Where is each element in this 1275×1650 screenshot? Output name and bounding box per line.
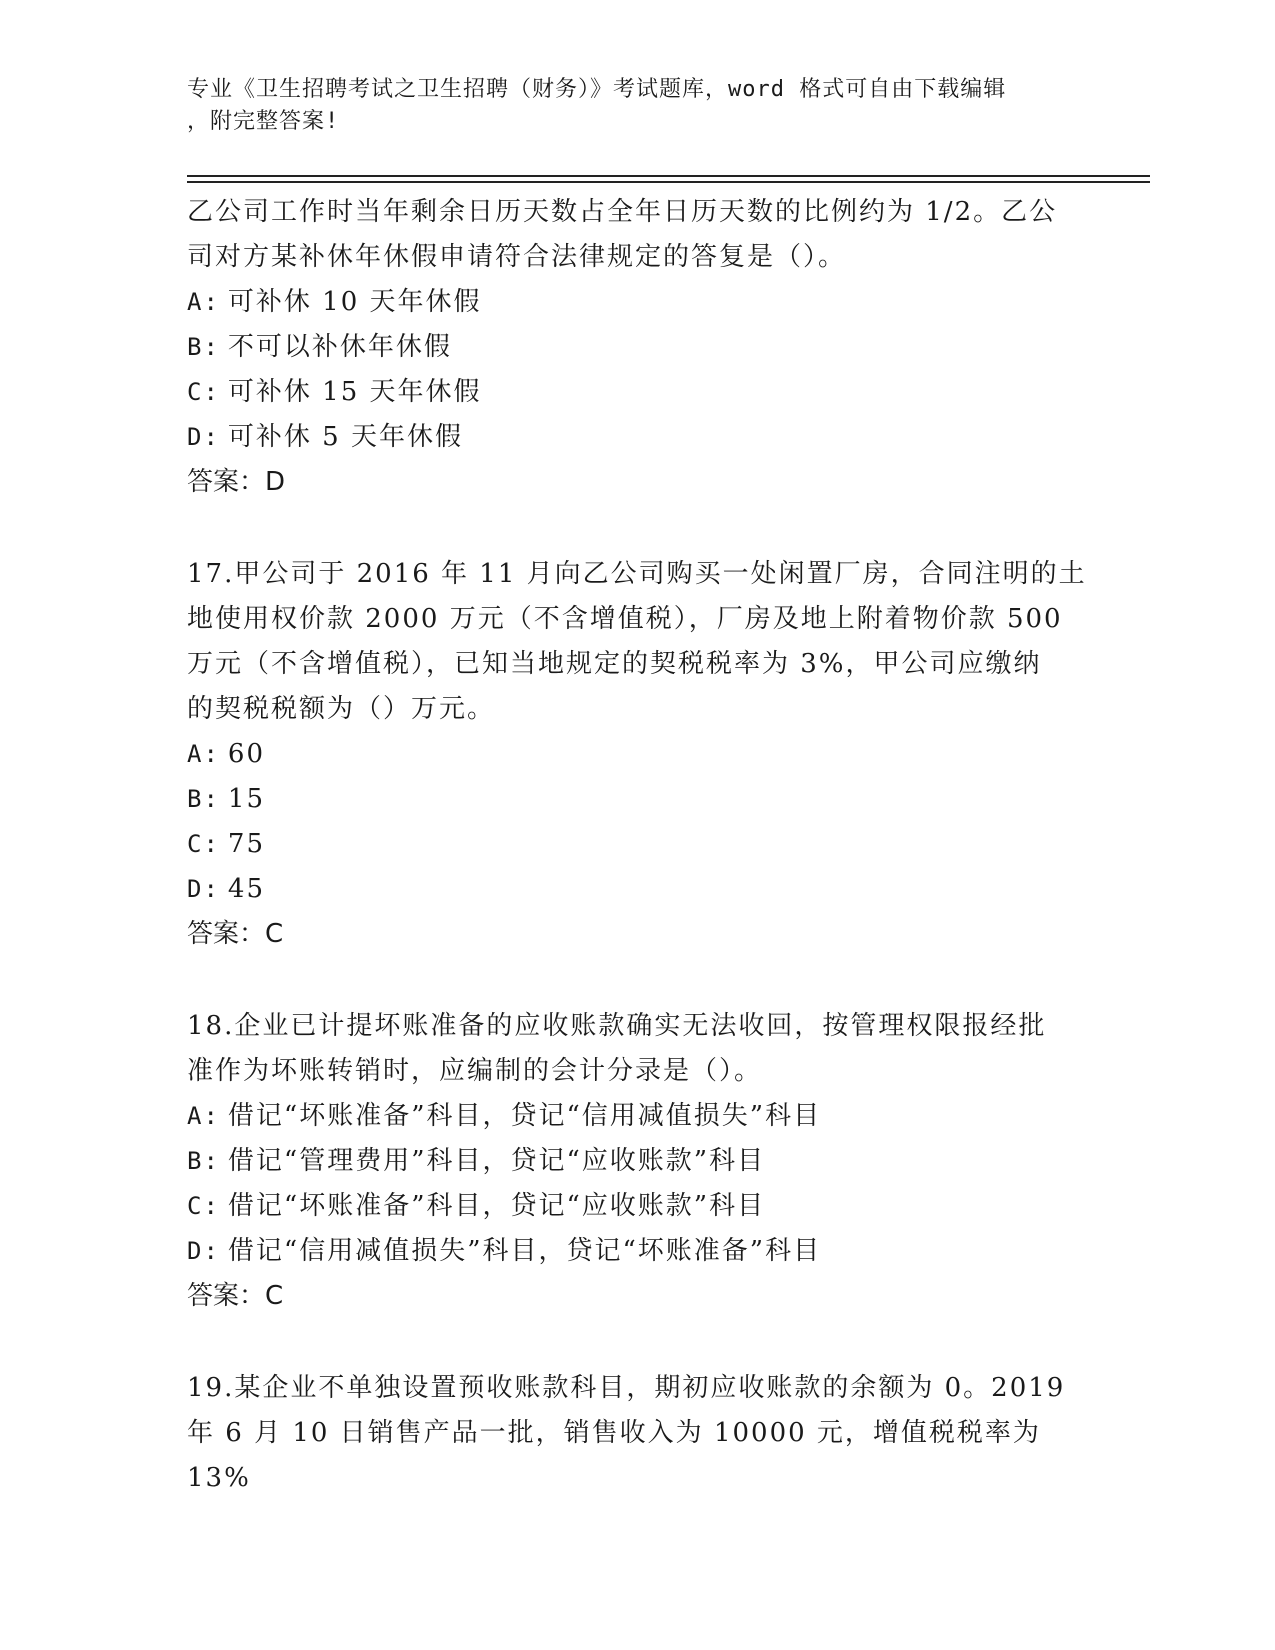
question-text-line: 18.企业已计提坏账准备的应收账款确实无法收回，按管理权限报经批 [187, 1011, 1047, 1041]
question-text-line: 地使用权价款 2000 万元（不含增值税），厂房及地上附着物价款 500 [187, 604, 1063, 634]
answer-line: 答案：C [187, 1281, 284, 1311]
option-a [187, 280, 1087, 325]
option-text: 45 [227, 874, 265, 904]
option-key: D: [187, 875, 220, 903]
option-c [187, 370, 1087, 415]
answer-line: 答案：D [187, 467, 286, 497]
question-text-line: 年 6 月 10 日销售产品一批，销售收入为 10000 元，增值税税率为 13% [187, 1418, 1041, 1493]
question-list [187, 190, 1087, 1548]
question-text-line: 的契税税额为（）万元。 [187, 694, 496, 724]
question-text-line: 17.甲公司于 2016 年 11 月向乙公司购买一处闲置厂房，合同注明的土 [187, 559, 1087, 589]
option-d [187, 415, 1087, 460]
option-c [187, 822, 1087, 867]
option-key: C: [187, 378, 220, 406]
option-text: 75 [227, 829, 265, 859]
option-b [187, 1139, 1087, 1184]
option-text: 借记“坏账准备”科目，贷记“应收账款”科目 [227, 1191, 766, 1221]
option-key: B: [187, 333, 220, 361]
question-text-line: 乙公司工作时当年剩余日历天数占全年日历天数的比例约为 1/2。乙公 [187, 197, 1058, 227]
question-block-19 [187, 1366, 1087, 1501]
option-text: 借记“管理费用”科目，贷记“应收账款”科目 [227, 1146, 766, 1176]
option-key: D: [187, 423, 220, 451]
option-key: A: [187, 740, 220, 768]
option-key: C: [187, 830, 220, 858]
question-block-18 [187, 1004, 1087, 1319]
option-d [187, 1229, 1087, 1274]
option-text: 借记“坏账准备”科目，贷记“信用减值损失”科目 [227, 1101, 822, 1131]
option-key: A: [187, 288, 220, 316]
question-text-line: 司对方某补休年休假申请符合法律规定的答复是（）。 [187, 242, 847, 272]
option-c [187, 1184, 1087, 1229]
option-key: D: [187, 1237, 220, 1265]
option-text: 可补休 10 天年休假 [227, 287, 482, 317]
option-key: A: [187, 1102, 220, 1130]
answer-line: 答案：C [187, 919, 284, 949]
document-header [187, 74, 1067, 138]
option-key: B: [187, 785, 220, 813]
header-line-1: 专业《卫生招聘考试之卫生招聘（财务）》考试题库，word 格式可自由下载编辑 [187, 77, 1007, 102]
option-text: 可补休 15 天年休假 [227, 377, 482, 407]
option-text: 60 [227, 739, 265, 769]
option-text: 可补休 5 天年休假 [227, 422, 463, 452]
header-rule-bottom [187, 181, 1150, 183]
option-d [187, 867, 1087, 912]
option-a [187, 1094, 1087, 1139]
question-text-line: 万元（不含增值税），已知当地规定的契税税率为 3%，甲公司应缴纳 [187, 649, 1042, 679]
header-rule-top [187, 175, 1150, 177]
option-b [187, 777, 1087, 822]
option-text: 不可以补休年休假 [227, 332, 452, 362]
option-text: 15 [227, 784, 265, 814]
option-a [187, 732, 1087, 777]
option-key: C: [187, 1192, 220, 1220]
option-b [187, 325, 1087, 370]
option-text: 借记“信用减值损失”科目，贷记“坏账准备”科目 [227, 1236, 822, 1266]
option-key: B: [187, 1147, 220, 1175]
question-block-17 [187, 552, 1087, 957]
question-block-16 [187, 190, 1087, 505]
header-line-2: ，附完整答案! [187, 109, 340, 134]
question-text-line: 准作为坏账转销时，应编制的会计分录是（）。 [187, 1056, 763, 1086]
question-text-line: 19.某企业不单独设置预收账款科目，期初应收账款的余额为 0。2019 [187, 1373, 1066, 1403]
